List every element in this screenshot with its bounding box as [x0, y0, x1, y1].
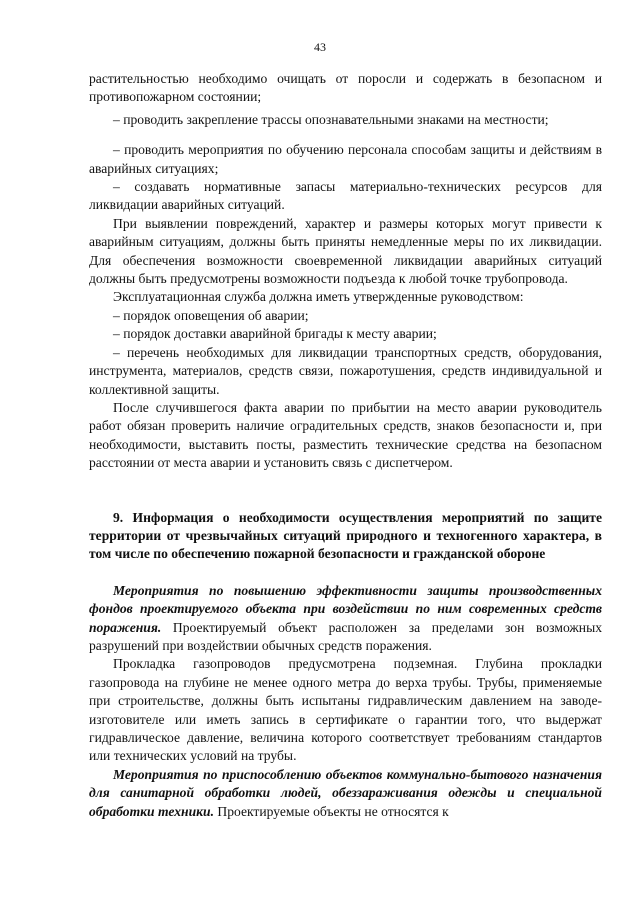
list-item-staff-training: – проводить мероприятия по обучению персонала способам защиты и действиям в аварийных ситуациях; — [89, 142, 602, 176]
sanitary-text: Проектируемые объекты не относятся к — [214, 803, 449, 819]
page-content — [89, 70, 602, 821]
list-item-trail-marking: – проводить закрепление трассы опознавательными знаками на местности; — [113, 111, 549, 127]
paragraph-pipeline-laying: Прокладка газопроводов предусмотрена подземная. Глубина прокладки газопровода на глубине не менее одного метра до верха трубы. Трубы, применяемые при строительстве, должны быть испытаны гидравлическим давлением на заводе-изготовителе или иметь запись в сертификате о гарантии того, что выдержат гидравлическое давление, величина которого соответствует требованиям стандартов или технических условий на трубы. — [89, 656, 602, 764]
paragraph-after-accident: После случившегося факта аварии по прибытии на место аварии руководитель работ обязан проверить наличие оградительных средств, знаков безопасности и, при необходимости, выставить посты, разместить технические средства на безопасном расстоянии от места аварии и установить связь с диспетчером. — [89, 399, 602, 471]
sanitary-title: Мероприятия по приспособлению объектов коммунально-бытового назначения для санитарной обработки людей, обеззараживания одежды и специальной обработки техники. — [89, 766, 602, 819]
list-item-alert-procedure: – порядок оповещения об аварии; — [113, 307, 309, 323]
paragraph-service-requirements: Эксплуатационная служба должна иметь утвержденные руководством: — [113, 289, 524, 305]
paragraph-damage-detection: При выявлении повреждений, характер и размеры которых могут привести к аварийным ситуациям, должны быть приняты немедленные меры по их ликвидации. Для обеспечения возможности своевременной ликвидации аварийных ситуаций должны быть предусмотрены возможности подъезда к любой точке трубопровода. — [89, 215, 602, 287]
paragraph-protection-measures — [89, 582, 602, 656]
page-number: 43 — [314, 40, 326, 54]
paragraph-continued: растительностью необходимо очищать от поросли и содержать в безопасном и противопожарном состоянии; — [89, 71, 602, 105]
list-item-crew-delivery: – порядок доставки аварийной бригады к месту аварии; — [113, 326, 437, 342]
list-item-reserves: – создавать нормативные запасы материально-технических ресурсов для ликвидации аварийных ситуаций. — [89, 179, 602, 213]
paragraph-sanitary-measures — [89, 766, 602, 821]
measures-text: Проектируемый объект расположен за пределами зон возможных разрушений при воздействии обычных средств поражения. — [89, 619, 602, 653]
measures-title: Мероприятия по повышению эффективности защиты производственных фондов проектируемого объекта при воздействии по ним современных средств поражения. — [89, 582, 602, 635]
list-item-equipment-list: – перечень необходимых для ликвидации транспортных средств, оборудования, инструмента, материалов, средств связи, пожаротушения, средств индивидуальной и коллективной защиты. — [89, 344, 602, 397]
section-heading: 9. Информация о необходимости осуществления мероприятий по защите территории от чрезвычайных ситуаций природного и техногенного характера, в том числе по обеспечению пожарной безопасности и гражданской обороне — [89, 509, 602, 562]
